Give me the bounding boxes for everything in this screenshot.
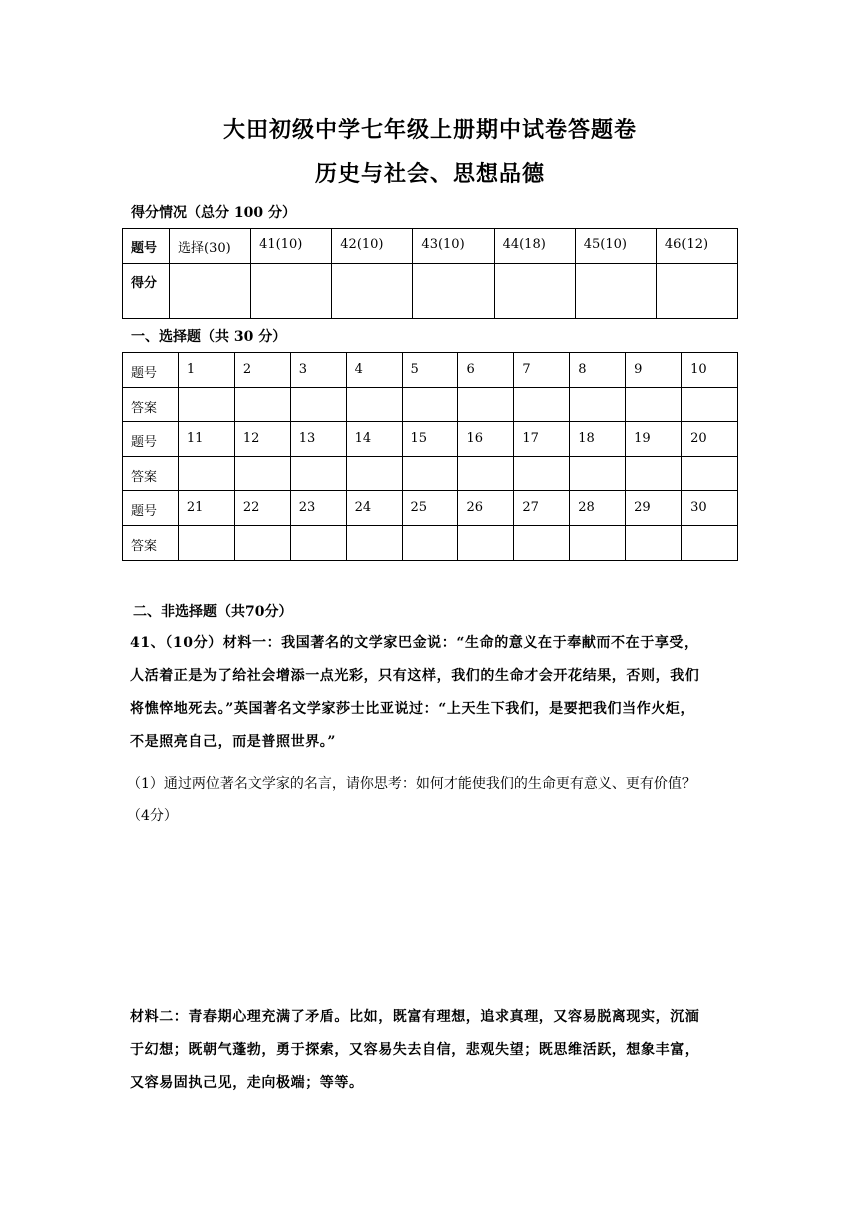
answer-cell[interactable] xyxy=(682,387,738,422)
answer-cell[interactable] xyxy=(570,525,626,560)
score-entry-cell[interactable] xyxy=(494,264,575,319)
question-number-cell: 16 xyxy=(458,422,514,457)
answer-cell[interactable] xyxy=(234,387,290,422)
score-entry-cell[interactable] xyxy=(656,264,737,319)
question-number-cell: 30 xyxy=(682,491,738,526)
question-number-cell: 19 xyxy=(626,422,682,457)
answer-label: 答案 xyxy=(123,525,179,560)
score-row-label: 得分 xyxy=(123,264,170,319)
question-number-cell: 11 xyxy=(178,422,234,457)
question-number-cell: 15 xyxy=(402,422,458,457)
score-column-label: 42(10) xyxy=(332,229,413,264)
question-number-cell: 20 xyxy=(682,422,738,457)
answer-cell[interactable] xyxy=(178,387,234,422)
material-text-line: 41、（10分）材料一：我国著名的文学家巴金说：“生命的意义在于奉献而不在于享受， xyxy=(130,635,699,651)
question-number-row xyxy=(123,491,738,526)
material-text-line: 不是照亮自己，而是普照世界。” xyxy=(130,734,337,750)
score-entry-cell[interactable] xyxy=(170,264,251,319)
score-table xyxy=(122,228,738,319)
score-column-label: 41(10) xyxy=(251,229,332,264)
nonmc-section-heading: 二、非选择题（共70分） xyxy=(133,604,293,620)
material-text-line: 人活着正是为了给社会增添一点光彩，只有这样，我们的生命才会开花结果，否则，我们 xyxy=(130,668,700,684)
question-number-cell: 21 xyxy=(178,491,234,526)
question-number-cell: 5 xyxy=(402,353,458,388)
question-number-cell: 17 xyxy=(514,422,570,457)
question-number-cell: 27 xyxy=(514,491,570,526)
answer-cell[interactable] xyxy=(458,525,514,560)
material-text-line: 于幻想；既朝气蓬勃，勇于探索，又容易失去自信，悲观失望；既思维活跃，想象丰富， xyxy=(130,1042,700,1058)
answer-table xyxy=(122,352,738,561)
answer-label: 答案 xyxy=(123,387,179,422)
score-entry-cell[interactable] xyxy=(413,264,494,319)
answer-cell[interactable] xyxy=(514,456,570,491)
score-entry-cell[interactable] xyxy=(251,264,332,319)
answer-cell[interactable] xyxy=(290,456,346,491)
question-number-cell: 24 xyxy=(346,491,402,526)
answer-cell[interactable] xyxy=(178,456,234,491)
question-number-label: 题号 xyxy=(123,353,179,388)
answer-row xyxy=(123,387,738,422)
question-41-material xyxy=(130,627,730,759)
answer-cell[interactable] xyxy=(514,525,570,560)
question-number-cell: 12 xyxy=(234,422,290,457)
material-text-line: 材料二：青春期心理充满了矛盾。比如，既富有理想，追求真理，又容易脱离现实，沉湎 xyxy=(130,1009,700,1025)
answer-cell[interactable] xyxy=(626,456,682,491)
score-column-label: 46(12) xyxy=(656,229,737,264)
answer-cell[interactable] xyxy=(290,387,346,422)
question-number-cell: 7 xyxy=(514,353,570,388)
question-number-label: 题号 xyxy=(123,491,179,526)
title-line-2: 历史与社会、思想品德 xyxy=(314,161,545,187)
score-header-row xyxy=(123,229,738,264)
score-column-label: 43(10) xyxy=(413,229,494,264)
mc-section-heading: 一、选择题（共 30 分） xyxy=(131,329,287,345)
question-number-cell: 3 xyxy=(290,353,346,388)
question-number-cell: 14 xyxy=(346,422,402,457)
question-number-row xyxy=(123,422,738,457)
answer-cell[interactable] xyxy=(290,525,346,560)
score-entry-cell[interactable] xyxy=(332,264,413,319)
answer-cell[interactable] xyxy=(402,525,458,560)
score-header-label: 题号 xyxy=(123,229,170,264)
question-number-cell: 2 xyxy=(234,353,290,388)
answer-cell[interactable] xyxy=(458,387,514,422)
score-entry-row xyxy=(123,264,738,319)
question-number-cell: 1 xyxy=(178,353,234,388)
material-2 xyxy=(130,1001,730,1100)
answer-cell[interactable] xyxy=(402,387,458,422)
question-text-line: （1）通过两位著名文学家的名言，请你思考：如何才能使我们的生命更有意义、更有价值？ xyxy=(127,776,696,792)
answer-table-body xyxy=(123,353,738,561)
answer-cell[interactable] xyxy=(682,456,738,491)
score-column-label: 45(10) xyxy=(575,229,656,264)
question-number-cell: 26 xyxy=(458,491,514,526)
question-number-cell: 22 xyxy=(234,491,290,526)
question-text-line: （4分） xyxy=(127,808,178,824)
answer-cell[interactable] xyxy=(626,387,682,422)
answer-cell[interactable] xyxy=(402,456,458,491)
question-number-cell: 23 xyxy=(290,491,346,526)
question-41-part-1 xyxy=(127,768,696,832)
score-section-heading: 得分情况（总分 100 分） xyxy=(131,205,296,221)
answer-cell[interactable] xyxy=(178,525,234,560)
question-number-cell: 8 xyxy=(570,353,626,388)
score-entry-cell[interactable] xyxy=(575,264,656,319)
answer-cell[interactable] xyxy=(458,456,514,491)
question-number-cell: 10 xyxy=(682,353,738,388)
answer-cell[interactable] xyxy=(346,525,402,560)
material-text-line: 又容易固执己见，走向极端；等等。 xyxy=(130,1075,364,1091)
question-number-cell: 6 xyxy=(458,353,514,388)
answer-cell[interactable] xyxy=(626,525,682,560)
question-number-cell: 13 xyxy=(290,422,346,457)
answer-cell[interactable] xyxy=(570,456,626,491)
answer-cell[interactable] xyxy=(346,456,402,491)
material-text-line: 将憔悴地死去。”英国著名文学家莎士比亚说过：“上天生下我们，是要把我们当作火炬， xyxy=(130,701,696,717)
question-number-cell: 28 xyxy=(570,491,626,526)
answer-cell[interactable] xyxy=(234,525,290,560)
question-number-cell: 29 xyxy=(626,491,682,526)
question-number-cell: 9 xyxy=(626,353,682,388)
answer-label: 答案 xyxy=(123,456,179,491)
question-number-cell: 25 xyxy=(402,491,458,526)
question-number-label: 题号 xyxy=(123,422,179,457)
answer-cell[interactable] xyxy=(682,525,738,560)
answer-row xyxy=(123,525,738,560)
question-number-cell: 18 xyxy=(570,422,626,457)
question-number-row xyxy=(123,353,738,388)
answer-cell[interactable] xyxy=(234,456,290,491)
answer-cell[interactable] xyxy=(570,387,626,422)
answer-cell[interactable] xyxy=(346,387,402,422)
score-column-label: 选择(30) xyxy=(170,229,251,264)
answer-cell[interactable] xyxy=(514,387,570,422)
question-number-cell: 4 xyxy=(346,353,402,388)
answer-row xyxy=(123,456,738,491)
score-column-label: 44(18) xyxy=(494,229,575,264)
title-line-1: 大田初级中学七年级上册期中试卷答题卷 xyxy=(222,117,637,143)
